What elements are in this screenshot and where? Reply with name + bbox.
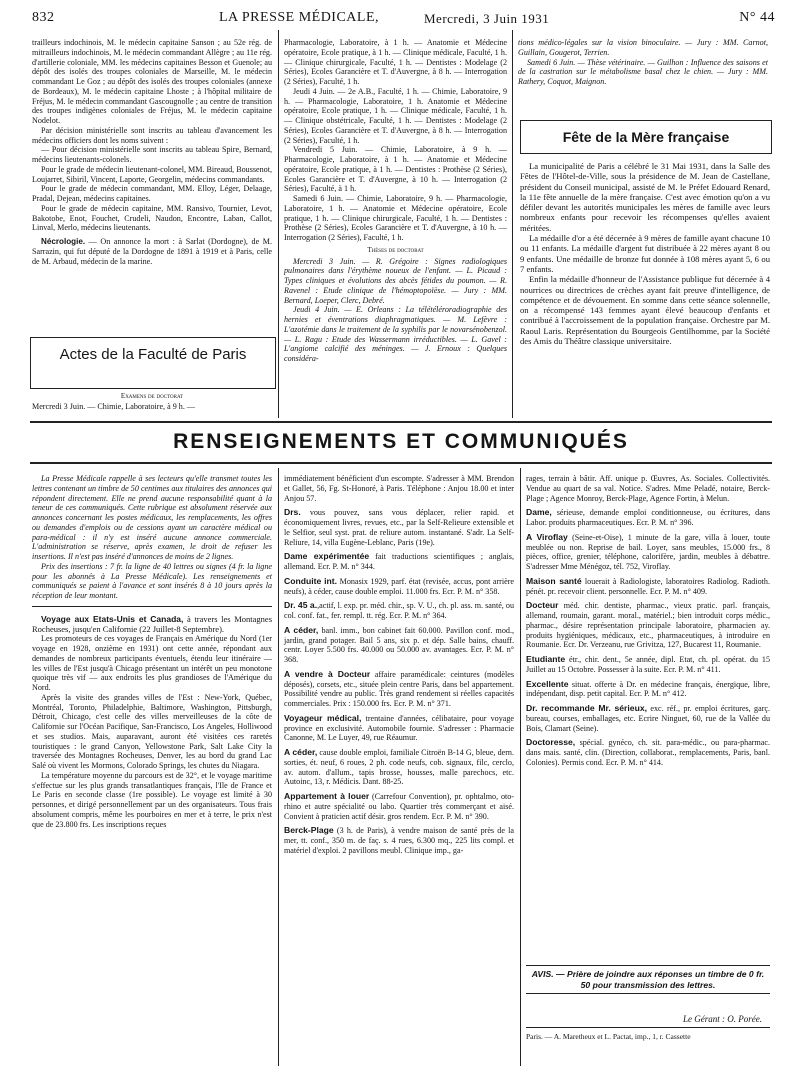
column-divider — [512, 30, 513, 418]
ad-item: Dr. 45 a.,actif, l. exp. pr. méd. chir., sp. V. U., ch. pl. ass. m. santé, ou col. conf. fat., fer. rempl. tt. rég. Ecr. P. M. n° 364. — [284, 600, 515, 620]
fete-para: Enfin la médaille d'honneur de l'Assistance publique fut décernée à 4 nourrices ou directrices de crèches ayant fait preuve d'intelligence, de compétence et de dévouement. En somme dans cette séance solennelle, on a récompensé 143 femmes ayant élevé beaucoup d'enfants et contribué à l'accroissement de la population française. Orchestre par M. Raoul Laris. Représentation du Bourgeois Gentilhomme, par la Société des Amis du Théâtre classique universitaire. — [520, 274, 770, 347]
ad-item: Voyageur médical, trentaine d'années, célibataire, pour voyage province en exclusivité. Automobile fournie. S'adresser : Pharmacie Canonne, M. Le Luyer, 49, rue Réaumur. — [284, 712, 514, 743]
fete-body — [520, 161, 770, 346]
issue-date: Mercredi, 3 Juin 1931 — [424, 11, 550, 26]
col2-text: Pharmacologie, Laboratoire, à 1 h. — Anatomie et Médecine opératoire, Ecole pratique, à 1 h. — Clinique médicale, Faculté, 1 h. — Clinique chirurgicale, Faculté, 1 h. — Dentistes : Modelage (2 Séries), Ecoles Garancière et T. d'Auvergne, à 8 h. — Interrogation (2 Séries), Faculté, 1 h. — [284, 38, 507, 86]
imprint: Paris. — A. Maretheux et L. Pactat, imp., 1, r. Cassette — [526, 1032, 691, 1041]
col1-para: Par décision ministérielle sont inscrits au tableau d'avancement les médecins officiers dont les noms suivent : — [32, 125, 272, 145]
fete-box — [520, 120, 772, 154]
col1-text: trailleurs indochinois, M. le médecin capitaine Sanson ; au 52e rég. de mitrailleurs indochinois, M. le médecin commandant Allègre ; au 11e rég. d'artillerie coloniale, MM. les médecins capitaines Besson et Guenole; au dépôt des isolés des troupes coloniales de Marseille, M. le médecin commandant Le Goz ; au dépôt des isolés des troupes coloniales (annexe de Bordeaux), M. le médecin capitaine Lhoste ; à l'hôpital militaire de Fréjus, M. le médecin commandant Gascougnolle ; au centre de transition des troupes indigènes coloniales de Fréjus, M. le médecin capitaine Nodelot. — [32, 38, 272, 125]
ad-item: Excellente situat. offerte à Dr. en médecine français, énergique, libre, indépendant, disp. petit capital. Ecr. P. M. n° 412. — [526, 678, 770, 699]
theses-title: Thèses de doctorat — [367, 245, 424, 254]
voyage-intro: à travers les Montagnes Rocheuses, jusqu'en Californie (22 Juillet-8 Septembre). — [32, 613, 273, 634]
ad-item: Dame expérimentée fait traductions scientifiques ; anglais, allemand. Ecr. P. M. n° 344. — [284, 551, 514, 571]
actes-subtitle: Examens de doctorat — [120, 392, 184, 400]
col1-para: — Pour décision ministérielle sont inscrits au tableau Spire, Bernard, médecins lieutenants-colonels. — [32, 145, 272, 164]
column-3 — [518, 38, 768, 87]
ad-item: Doctoresse, spécial. gynéco, ch. sit. para-médic., ou para-pharmac. dans mais. santé, clin. (Direction, collaborat., remplacements, Paris, banl. Colonies). Permis cond. Ecr. P. M. n° 414. — [526, 737, 770, 767]
fete-title: Fête de la Mère française — [562, 129, 730, 145]
col1-para: Pour le grade de médecin capitaine, MM. Ransivo, Tournier, Levot, Bakotobe, Enot, Fouchet, Crudeli, Naudon, Encontre, Laban, Callot, Linval, Merlo, médecins lieutenants. — [32, 203, 272, 233]
col2-para: Samedi 6 Juin. — Chimie, Laboratoire, 9 h. — Pharmacologie, Laboratoire, 1 h. — Anatomie et Médecine opératoire, Ecole pratique, 1 h. — Clinique chirurgicale, Faculté, 1 h. — Dentistes : Prothèse (2 Séries), Ecoles Garancière et T. d'Auvergne, à 10 h. — Interrogation (2 Séries), Faculté, 1 h. — [284, 194, 507, 242]
column-divider — [520, 468, 521, 1066]
fete-para: La municipalité de Paris a célébré le 31 Mai 1931, dans la Salle des Fêtes de l'Hôtel-de-Ville, sous la présidence de M. Jean de Castellane, président du Conseil municipal, assisté de M. le Préfet Edouard Renard, la 11e fête annuelle de la mère française. C'est avec émotion qu'on a vu défiler devant les autorités municipales les mères de famille avec leurs nombreux enfants pour recevoir les récompenses qu'elles avaient méritées. — [520, 161, 770, 233]
ad-item: A céder, banl. imm., bon cabinet fait 60.000. Pavillon conf. mod., jardin, grand potager. Bail 5 ans, six p. et dép. Salle bains, chauff. centr. Loyer 5.500 frs. 40.000 ou 50.000 av. avantages. Ecr. P. M. n° 368. — [284, 624, 514, 664]
issue-number: N° 44 — [739, 10, 775, 25]
col1-para: Pour le grade de médecin commandant, MM. Elloy, Léger, Delaage, Pradal, Dejean, médecins capitaines. — [32, 184, 272, 203]
ads-column-2 — [284, 474, 514, 861]
voyage-title: Voyage aux Etats-Unis et Canada, — [41, 613, 184, 624]
ad-item: A vendre à Docteur affaire paramédicale: ceintures (modèles déposés), corsets, etc., située plein centre Paris, dans bel appartement. Possibilité vendre au public. Très grand rendement si réelles capacités commerciales. Prix : 150.000 frs. Ecr. P. M. n° 371. — [284, 668, 514, 708]
necrologie-text: — On annonce la mort : à Sarlat (Dordogne), de M. Sarrazin, qui fut député de la Dordogne de 1891 à 1919 et à Paris, celle de M. Arbaud, médecin de la marine. — [32, 237, 272, 266]
col2-para: Mercredi 3 Juin. — R. Grégoire : Signes radiologiques pulmonaires dans l'érythème noueux de l'enfant. — L. Picaud : Types cliniques et évolutions des abcès fétides du poumon. — R. Ravenel : Etude clinique de l'hémoptopoïèse. — Jury : MM. Bernard, Loeper, Clerc, Debré. — [284, 256, 507, 305]
ads-column-3 — [526, 474, 770, 773]
col2-para: Jeudi 4 Juin. — E. Orleans : La télétéléroradiographie des hernies et éventrations diaphragmatiques. — M. Lefèvre : L'azotémie dans le traitement de la syphilis par le novarsénobenzol. — L. Ragu : Etude des Wassermann irréductibles. — L. Gavel : L'angiome calcifié des méninges. — J. Ernoux : Quelques considéra- — [284, 305, 507, 363]
renseignements-title: RENSEIGNEMENTS ET COMMUNIQUÉS — [173, 430, 629, 453]
col3-para: Samedi 6 Juin. — Thèse vétérinaire. — Guilhon : Influence des saisons et de la castration sur le métabolisme basal chez le chien. — Jury : MM. Rathery, Coquot, Maignon. — [518, 57, 768, 86]
section-rule — [30, 462, 772, 464]
divider — [526, 1027, 770, 1028]
journal-title: LA PRESSE MÉDICALE, — [219, 10, 380, 25]
ad-item: rages, terrain à bâtir. Aff. unique p. Œuvres, As. Sociales. Collectivités. Vendue au quart de sa val. Notice. S'adres. Mme Peladé, notaire, Berck-Plage ; Agence Monroy, Berck-Plage, Agence Fortin, à Melun. — [526, 474, 770, 503]
column-divider — [278, 468, 279, 1066]
col3-text: tions médico-légales sur la vision binoculaire. — Jury : MM. Carnot, Guillain, Gougerot, Terrien. — [518, 38, 768, 57]
col1-para: Pour le grade de médecin lieutenant-colonel, MM. Bireaud, Boussenot, Loujarret, Sibiril, Vincent, Laporte, Georgelin, médecins commandants. — [32, 164, 272, 184]
page-number: 832 — [32, 10, 55, 25]
section-rule — [30, 421, 772, 423]
fete-para: La médaille d'or a été décernée à 9 mères de famille ayant chacune 10 ou 11 enfants. La médaille d'argent fut distribuée à 22 mères ayant 8 ou 9 enfants. Une médaille de bronze fut donnée à 108 mères ayant 5, 6 ou 7 enfants. — [520, 233, 770, 274]
prix-insertions: Prix des insertions : 7 fr. la ligne de 40 lettres ou signes (4 fr. la ligne pour les abonnés à La Presse Médicale). Les renseignements et communiqués se paient à l'avance et sont insérés 8 à 10 jours après la réception de leur montant. — [32, 561, 272, 600]
voyage-para: La température moyenne du parcours est de 32°, et le voyage maritime s'effectue sur les plus grands transatlantiques français, l'Ile de France et Le Paris en seconde classe (1re possible). Le voyage est limité à 30 personnes, et dirigé personnellement par un des organisateurs. Tous frais absolument compris, même les pourboires en mer et à terre, le prix n'est que de 23.800 frs. Les inscriptions reçues — [32, 770, 272, 829]
actes-title: Actes de la Faculté de Paris — [59, 346, 247, 363]
ad-item: immédiatement bénéficient d'un escompte. S'adresser à MM. Brendon et Gallet, 56, Fg. St-Honoré, à Paris. Téléphone : Anjou 18.00 et inter Anjou 57. — [284, 474, 514, 503]
ad-item: Drs. vous pouvez, sans vous déplacer, relier rapid. et économiquement livres, revues, etc., par la Self-Relieure extensible et le Selfior, seul syst. prat. de reliure autom. instantané. S'adr. La Self-Reliure, 14, villa Eugène-Leblanc, Paris (19e). — [284, 507, 514, 547]
ad-item: Etudiante étr., chir. dent., 5e année, dipl. Etat, ch. pl. opérat. du 15 Juillet au 15 Octobre. Possesser à la suite. Ecr. P. M. n° 411. — [526, 654, 770, 674]
voyage-para: Les promoteurs de ces voyages de Français en Amérique du Nord (1er voyage en 1928, onzième en 1931) ont cette année, répondant aux demandes de nombreux participants éventuels, étendu leur itinéraire — les villes de l'Est jusqu'à Chicago présentant un intérêt un peu monotone quoique très vif — aux endroits les plus grandioses de l'Amérique du Nord. — [32, 634, 272, 692]
page-header — [32, 10, 775, 26]
column-divider — [278, 30, 279, 418]
column-1 — [32, 38, 272, 266]
voyage-para: Après la visite des grandes villes de l'Est : New-York, Québec, Montréal, Toronto, Philadelphie, Baltimore, Washington, Pittsburgh, Détroit, Chicago, c'est celle des villes merveilleuses de la côte de Californie sur l'Océan Pacifique, San-Francisco, Los Angeles, Holliwood et ses studios. Mais, auparavant, auront été visitées ces raretés touristiques : le grand Canyon, Yellowstone Park, Salt Lake City la traversée des Montagnes Rocheuses, Denver, les au bord du grand Lac Salé où vivent les Mormons, Colorado Springs, les chutes du Niagara. — [32, 692, 272, 770]
ad-item: Berck-Plage (3 h. de Paris), à vendre maison de santé près de la mer, tt. conf., 350 m. de faç. s. 4 rues, 6.300 mq., 225 lits compl. et matériel d'exploi. 2 pavillons meubl. Clinique imp., ga- — [284, 825, 514, 855]
ad-item: Maison santé louerait à Radiologiste, laboratoires Radiolog. Radioth. pénét. pr. recevoir client. personnelle. Ecr. P. M. n° 409. — [526, 575, 770, 596]
ad-item: Dame, sérieuse, demande emploi conditionneuse, ou écritures, dans Labor. produits pharmaceutiques. Ecr. P. M. n° 396. — [526, 507, 771, 527]
column-2 — [284, 38, 507, 364]
avis-text: AVIS. — Prière de joindre aux réponses un timbre de 0 fr. 50 pour transmission des lettres. — [531, 969, 765, 990]
col2-para: Vendredi 5 Juin. — Chimie, Laboratoire, à 9 h. — Pharmacologie, Laboratoire, à 1 h. — Anatomie et Médecine opératoire, Ecole pratique, à 1 h. — Dentistes : Prothèse (2 Séries), Ecoles Garancière et T. d'Auvergne, à 10 h. — Interrogation (2 Séries), Faculté, à 1 h. — [284, 145, 507, 194]
gerant: Le Gérant : O. Porée. — [683, 1014, 762, 1024]
ad-item: Appartement à louer (Carrefour Convention), pr. ophtalmo, oto-rhino et autre spécialité ou labo. Quartier très commerçant et aisé. Convient à praticien actif désir. gros rendem. Ecr. P. M. n° 390. — [284, 791, 514, 821]
ad-item: Conduite int. Monasix 1929, parf. état (revisée, accus, pont arrière neufs), à céder, cause double emploi. 11.000 frs. Ecr. P. M. n° 358. — [284, 575, 515, 596]
ad-item: A Viroflay (Seine-et-Oise), 1 minute de la gare, villa à louer, toute meublée ou non. Reprise de bail. Loyer, sans meubles, 15.000 frs., 8 pièces, office, grenier, téléphone, calorifère, jardin, meubles à débattre. S'adresser Mme Ménégoz, tél. 752, Viroflay. — [526, 531, 770, 571]
necrologie-title: Nécrologie. — [41, 237, 86, 246]
actes-line: Mercredi 3 Juin. — Chimie, Laboratoire, à 9 h. — — [32, 402, 195, 411]
col2-para: Jeudi 4 Juin. — 2e A.B., Faculté, 1 h. — Chimie, Laboratoire, 9 h. — Pharmacologie, Laboratoire, 1 h. Anatomie et Médecine opératoire, Ecole pratique, 1 h. — Clinique médicale, Faculté, 1 h. — Clinique obstétricale, Faculté, 1 h. — Dentistes : Modelage (2 Séries), Ecoles Garancière et T. d'Auvergne, à 8 h. — Interrogation (2 Séries), Faculté, 1 h. — [284, 86, 507, 145]
divider — [32, 606, 272, 607]
renseignements-col-1 — [32, 474, 272, 829]
notice: La Presse Médicale rappelle à ses lecteurs qu'elle transmet toutes les lettres contenant un timbre de 50 centimes aux titulaires des annonces qui répondent directement. Elle ne prend aucune responsabilité quant à la teneur de ces communiqués. Cette rubrique est absolument réservée aux annonces concernant les postes médicaux, les remplacements, les offres ou demandes d'emplois ou de cessions ayant un caractère médical ou para-médical : il n'y est inséré aucune annonce commerciale. L'administration se réserve, après examen, le droit de refuser les insertions. Il n'est pas inséré d'annonces de moins de 2 lignes. — [32, 474, 272, 561]
ad-item: Dr. recommande Mr. sérieux, exc. réf., pr. emploi écritures, garç. bureau, courses, emballages, etc. Ecrire Ninguet, 60, rue de la Vallée du Bois, Clamart (Seine). — [526, 703, 771, 733]
avis-box — [526, 965, 770, 994]
ad-item: A céder, cause double emploi, familiale Citroën B-14 G, bleue, dern. sorties, ét. neuf, 6 roues, 2 ph. code neufs, cob. signaux, filc, cerclo, av. autom. d'allum., tapis brosse, housses, malle parechocs, etc. Autoinc, 13, r. Médicis. Dant. 88-25. — [284, 747, 514, 787]
actes-box — [30, 337, 276, 389]
ad-item: Docteur méd. chir. dentiste, pharmac., vieux pratic. parl. français, allemand, roumain, garant. moral., matériel.; bien introduit corps médic., pharmac., désire représentation principale laboratoire, pharmacien ay. produits hygiéniques, médicaux, etc., pharmaceutiques, à introduire en Roumanie. Ecr. Dr. Verzeanu, rue Grivitza, 127, Bucarest 11, Roumanie. — [526, 600, 770, 650]
necrologie — [32, 237, 272, 266]
